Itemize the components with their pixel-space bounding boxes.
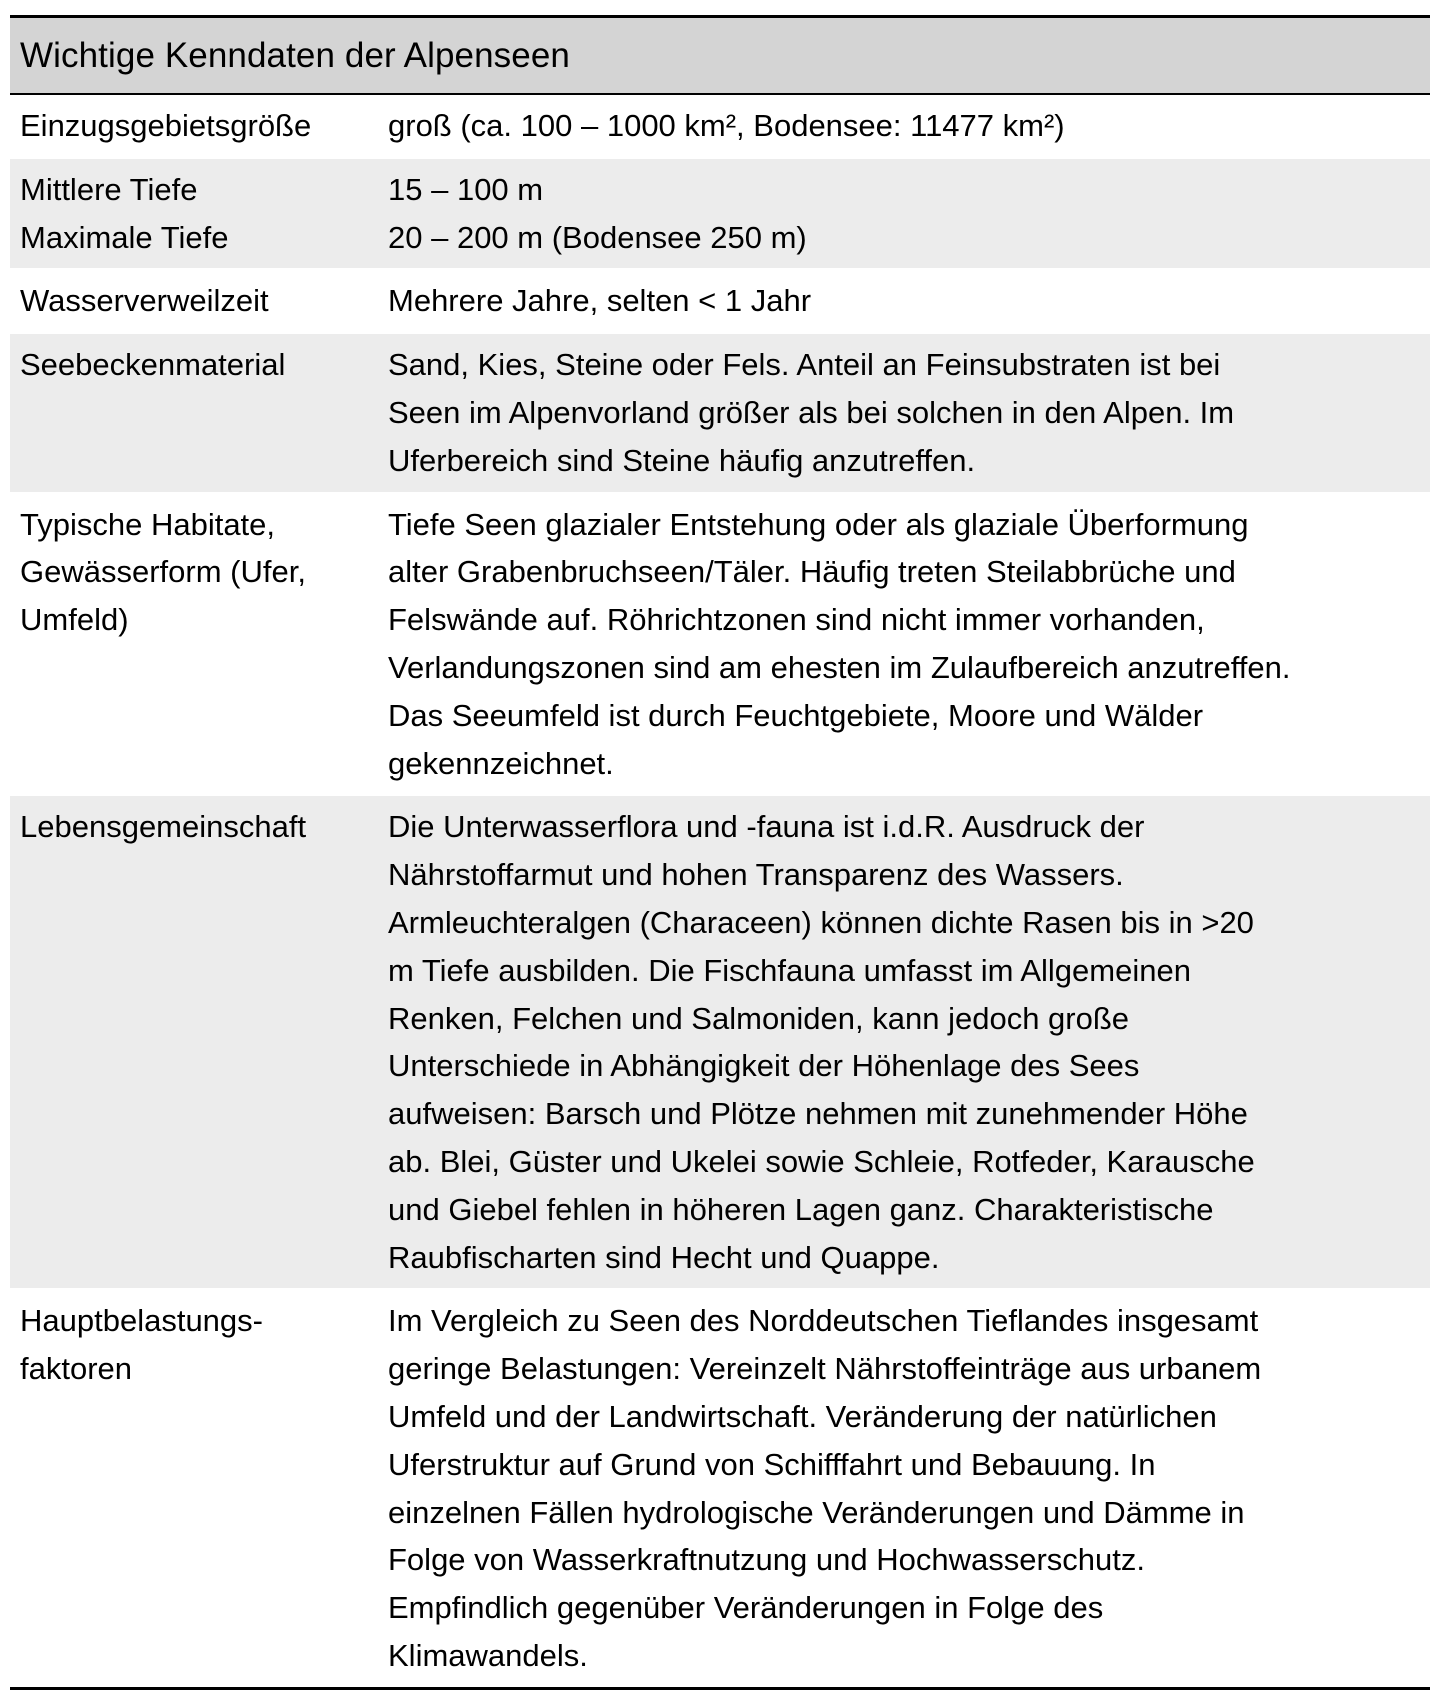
row-label: Typische Habitate, Gewässerform (Ufer, Umfeld) (20, 506, 306, 638)
table-row-basin-material (10, 332, 1430, 491)
table-title: Wichtige Kenndaten der Alpenseen (10, 18, 1430, 95)
table-body (10, 95, 1430, 1687)
row-label: Mittlere Tiefe Maximale Tiefe (20, 171, 229, 255)
bottom-rule (10, 1687, 1430, 1690)
row-value: 15 – 100 m 20 – 200 m (Bodensee 250 m) (388, 171, 807, 255)
table-row-residence-time (10, 268, 1430, 332)
row-label: Einzugsgebietsgröße (20, 108, 312, 143)
row-value: Die Unterwasserflora und -fauna ist i.d.R. Ausdruck der Nährstoffarmut und hohen Transparenz des Wassers. Armleuchteralgen (Characeen) können dichte Rasen bis in >20 m Tiefe ausbilden. Die Fischfauna umfasst im Allgemeinen Renken, Felchen und Salmoniden, kann jedoch große Unterschiede in Abhängigkeit der Höhenlage des Sees aufweisen: Barsch und Plötze nehmen mit zunehmender Höhe ab. Blei, Güster und Ukelei sowie Schleie, Rotfeder, Karausche und Giebel fehlen in höheren Lagen ganz. Charakteristische Raubfischarten sind Hecht und Quappe. (388, 809, 1255, 1275)
row-label: Wasserverweilzeit (20, 283, 269, 319)
row-value: groß (ca. 100 – 1000 km², Bodensee: 11477 km²) (388, 108, 1065, 143)
table-row-catchment-size (10, 95, 1430, 157)
row-label: Seebeckenmaterial (20, 347, 286, 383)
table-row-pressures (10, 1288, 1430, 1686)
row-value: Sand, Kies, Steine oder Fels. Anteil an Feinsubstraten ist bei Seen im Alpenvorland größer als bei solchen in den Alpen. Im Uferbereich sind Steine häufig anzutreffen. (388, 347, 1235, 478)
row-value: Im Vergleich zu Seen des Norddeutschen Tieflandes insgesamt geringe Belastungen: Vereinzelt Nährstoffeinträge aus urbanem Umfeld und der Landwirtschaft. Veränderung der natürlichen Uferstruktur auf Grund von Schifffahrt und Bebauung. In einzelnen Fällen hydrologische Veränderungen und Dämme in Folge von Wasserkraftnutzung und Hochwasserschutz. Empfindlich gegenüber Veränderungen in Folge des Klimawandels. (388, 1303, 1262, 1673)
table-row-depth (10, 157, 1430, 269)
lake-characteristics-table (10, 15, 1430, 1690)
table-row-habitats (10, 492, 1430, 795)
table-row-community (10, 794, 1430, 1288)
row-value: Tiefe Seen glazialer Entstehung oder als glaziale Überformung alter Grabenbruchseen/Täler. Häufig treten Steilabbrüche und Felswände auf. Röhrichtzonen sind nicht immer vorhanden, Verlandungszonen sind am ehesten im Zulaufbereich anzutreffen. Das Seeumfeld ist durch Feuchtgebiete, Moore und Wälder gekennzeichnet. (388, 506, 1291, 781)
row-label: Hauptbelastungs- faktoren (20, 1303, 263, 1387)
row-value: Mehrere Jahre, selten < 1 Jahr (388, 283, 812, 319)
row-label: Lebensgemeinschaft (20, 809, 307, 845)
